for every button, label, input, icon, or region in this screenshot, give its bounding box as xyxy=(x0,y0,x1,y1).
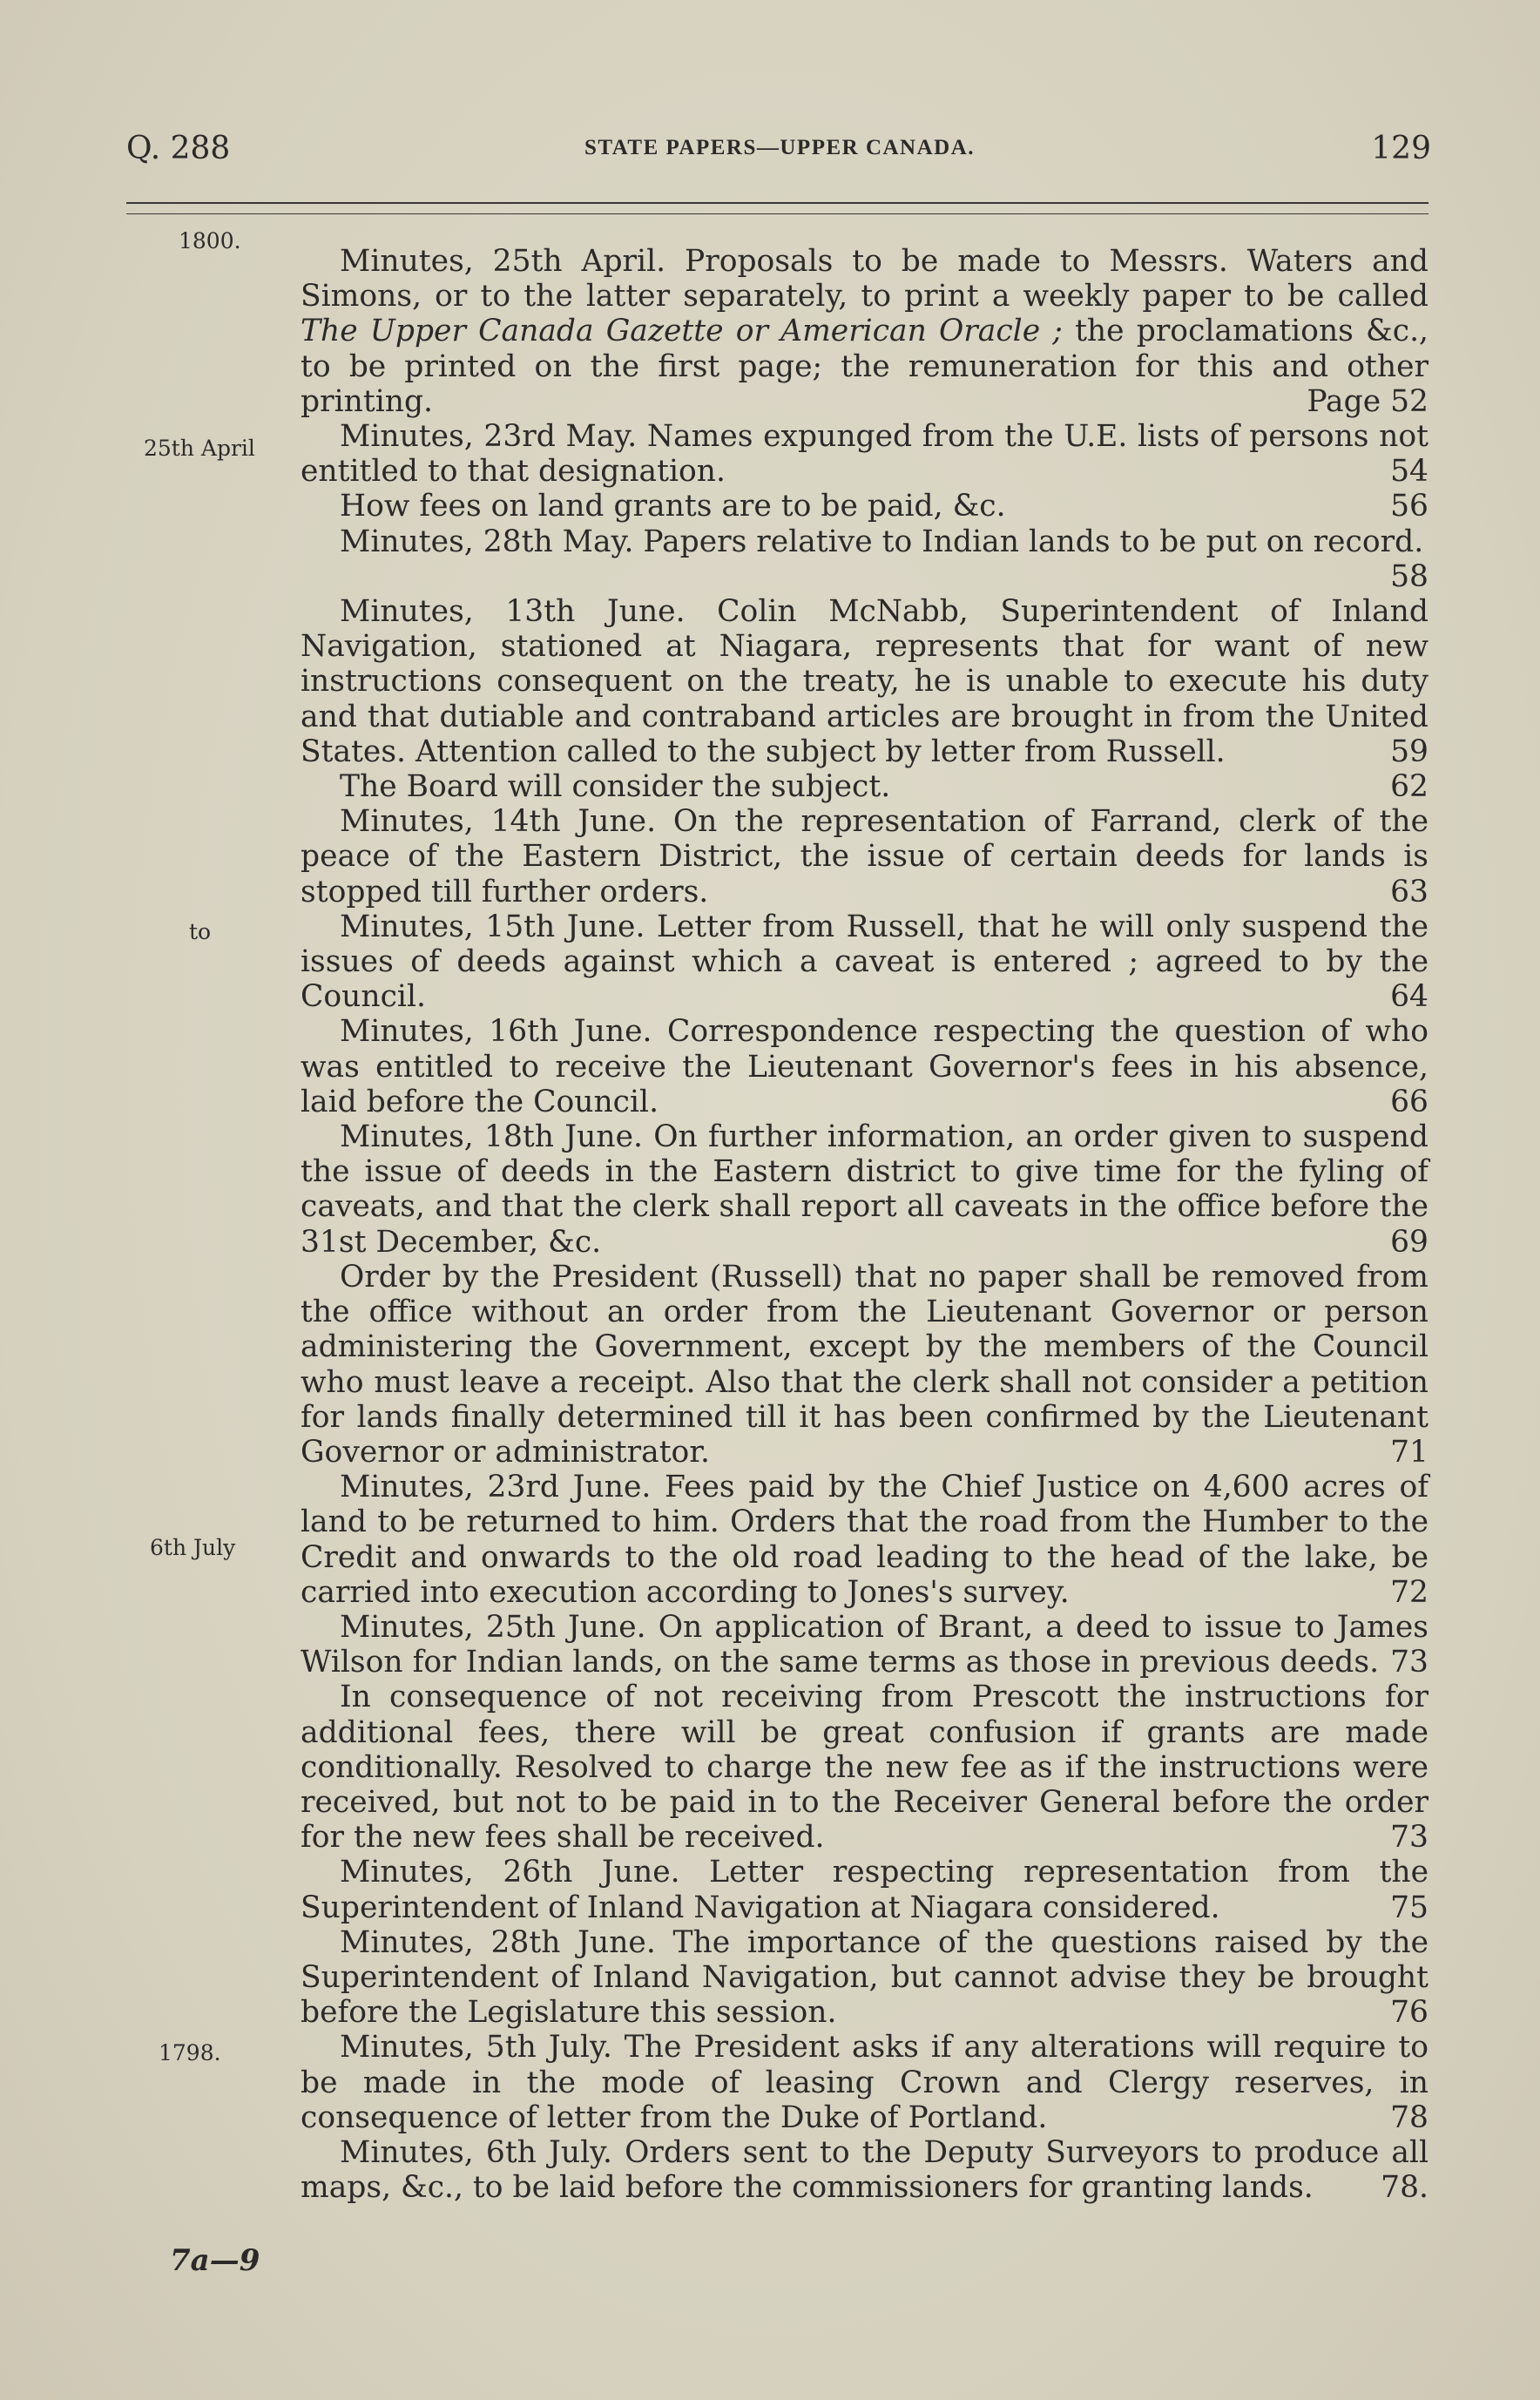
entry-text: Minutes, 5th July. The President asks if any alterations will require to be made in the mode of leasing Crown and Clergy reserves, in consequence of letter from the Duke of Portland. xyxy=(301,2030,1429,2135)
margin-date-start: 25th April xyxy=(144,436,255,461)
page-reference: 58 xyxy=(1390,558,1429,594)
page-reference: 75 xyxy=(1390,1890,1429,1925)
page-reference: 73 xyxy=(1390,1645,1429,1680)
page-reference: 78 xyxy=(1390,2099,1429,2135)
margin-date-end: 6th July xyxy=(150,1535,236,1560)
minute-entry xyxy=(301,1925,1429,2031)
entry-text: Minutes, 14th June. On the representation of Farrand, clerk of the peace of the Eastern District, the issue of certain deeds for lands is stopped till further orders. xyxy=(301,804,1429,909)
minute-entry xyxy=(301,1855,1429,1924)
page-number: 129 xyxy=(1371,131,1431,166)
minute-entry xyxy=(301,2030,1429,2135)
minute-entry xyxy=(301,769,1429,804)
minute-entry xyxy=(301,1470,1429,1610)
newspaper-title: The Upper Canada Gazette or American Oracle ; xyxy=(301,314,1063,349)
entry-text: Minutes, 18th June. On further information, an order given to suspend the issue of deeds in the Eastern district to give time for the fyling of caveats, and that the clerk shall report all caveats in the office before the 31st December, &c. xyxy=(301,1119,1429,1260)
entry-text: Minutes, 13th June. Colin McNabb, Superintendent of Inland Navigation, stationed at Niagara, represents that for want of new instructions consequent on the treaty, he is unable to execute his duty and that dutiable and contraband articles are brought in from the United States. Attention called to the subject by letter from Russell. xyxy=(301,594,1429,769)
entry-text: In consequence of not receiving from Prescott the instructions for additional fees, there will be great confusion if grants are made conditionally. Resolved to charge the new fee as if the instructions were received, but not to be paid in to the Receiver General before the order for the new fees shall be received. xyxy=(301,1680,1429,1856)
entry-text: Minutes, 6th July. Orders sent to the Deputy Surveyors to produce all maps, &c., to be laid before the commissioners for granting lands. xyxy=(301,2134,1429,2206)
header-rule-thin xyxy=(126,213,1429,214)
minute-entry xyxy=(301,244,1429,419)
page-reference: 63 xyxy=(1390,874,1429,909)
minute-entry xyxy=(301,489,1429,524)
entry-text: How fees on land grants are to be paid, &c. xyxy=(340,489,1006,524)
page-body xyxy=(301,244,1429,2205)
entry-text-continued: the proclamations &c., to be printed on the first page; the remuneration for this and other printing. xyxy=(301,314,1429,419)
page-reference: 78. xyxy=(1381,2170,1429,2206)
page-reference: 73 xyxy=(1390,1820,1429,1856)
page-reference: 59 xyxy=(1390,734,1429,769)
entry-text: Minutes, 25th April. Proposals to be made to Messrs. Waters and Simons, or to the latter separately, to print a weekly paper to be called xyxy=(301,244,1429,314)
entry-text: Order by the President (Russell) that no paper shall be removed from the office without an order from the Lieutenant Governor or person administering the Government, except by the members of the Council who must leave a receipt. Also that the clerk shall not consider a petition for lands finally determined till it has been confirmed by the Lieutenant Governor or administrator. xyxy=(301,1259,1429,1470)
minute-entry xyxy=(301,594,1429,769)
running-title: STATE PAPERS—UPPER CANADA. xyxy=(584,136,976,159)
minute-entry xyxy=(301,2135,1429,2205)
minute-entry xyxy=(301,909,1429,1015)
page-reference: 72 xyxy=(1390,1574,1429,1610)
page-reference: 64 xyxy=(1390,979,1429,1015)
minute-entry xyxy=(301,1260,1429,1470)
header-rule xyxy=(126,202,1429,204)
page-reference: 71 xyxy=(1390,1434,1429,1470)
minute-entry xyxy=(301,1610,1429,1680)
entry-text: The Board will consider the subject. xyxy=(340,769,891,805)
entry-text: Minutes, 25th June. On application of Brant, a deed to issue to James Wilson for Indian lands, on the same terms as those in previous deeds. xyxy=(301,1609,1429,1680)
page-header xyxy=(126,131,1433,174)
signature-mark: 7a—9 xyxy=(170,2243,260,2278)
minute-entry xyxy=(301,524,1429,594)
minute-entry xyxy=(301,1119,1429,1260)
minute-entry xyxy=(301,1014,1429,1119)
entry-text: Minutes, 28th May. Papers relative to Indian lands to be put on record. xyxy=(340,524,1424,559)
page-reference: 62 xyxy=(1390,769,1429,805)
minute-entry xyxy=(301,419,1429,489)
page-reference: 56 xyxy=(1390,489,1429,524)
page-reference: 54 xyxy=(1390,454,1429,490)
page-reference: Page 52 xyxy=(1307,383,1429,419)
entry-text: Minutes, 28th June. The importance of the questions raised by the Superintendent of Inland Navigation, but cannot advise they be brought before the Legislature this session. xyxy=(301,1924,1429,2031)
entry-text: Minutes, 23rd May. Names expunged from the U.E. lists of persons not entitled to that designation. xyxy=(301,419,1429,490)
page-reference: 66 xyxy=(1390,1084,1429,1119)
margin-year-second: 1798. xyxy=(159,2040,221,2065)
entry-text: Minutes, 16th June. Correspondence respecting the question of who was entitled to receive the Lieutenant Governor's fees in his absence, laid before the Council. xyxy=(301,1014,1429,1119)
entry-text: Minutes, 23rd June. Fees paid by the Chief Justice on 4,600 acres of land to be returned to him. Orders that the road from the Humber to the Credit and onwards to the old road leading to the head of the lake, be carried into execution according to Jones's survey. xyxy=(301,1470,1429,1610)
volume-reference: Q. 288 xyxy=(126,131,231,166)
entry-text: Minutes, 26th June. Letter respecting representation from the Superintendent of Inland Navigation at Niagara considered. xyxy=(301,1855,1429,1925)
page-reference: 76 xyxy=(1390,1995,1429,2031)
minute-entry xyxy=(301,1680,1429,1855)
entry-text: Minutes, 15th June. Letter from Russell, that he will only suspend the issues of deeds against which a caveat is entered ; agreed to by the Council. xyxy=(301,909,1429,1015)
page-reference: 69 xyxy=(1390,1224,1429,1260)
margin-to: to xyxy=(189,919,212,944)
minute-entry xyxy=(301,804,1429,909)
margin-year: 1800. xyxy=(179,228,241,254)
